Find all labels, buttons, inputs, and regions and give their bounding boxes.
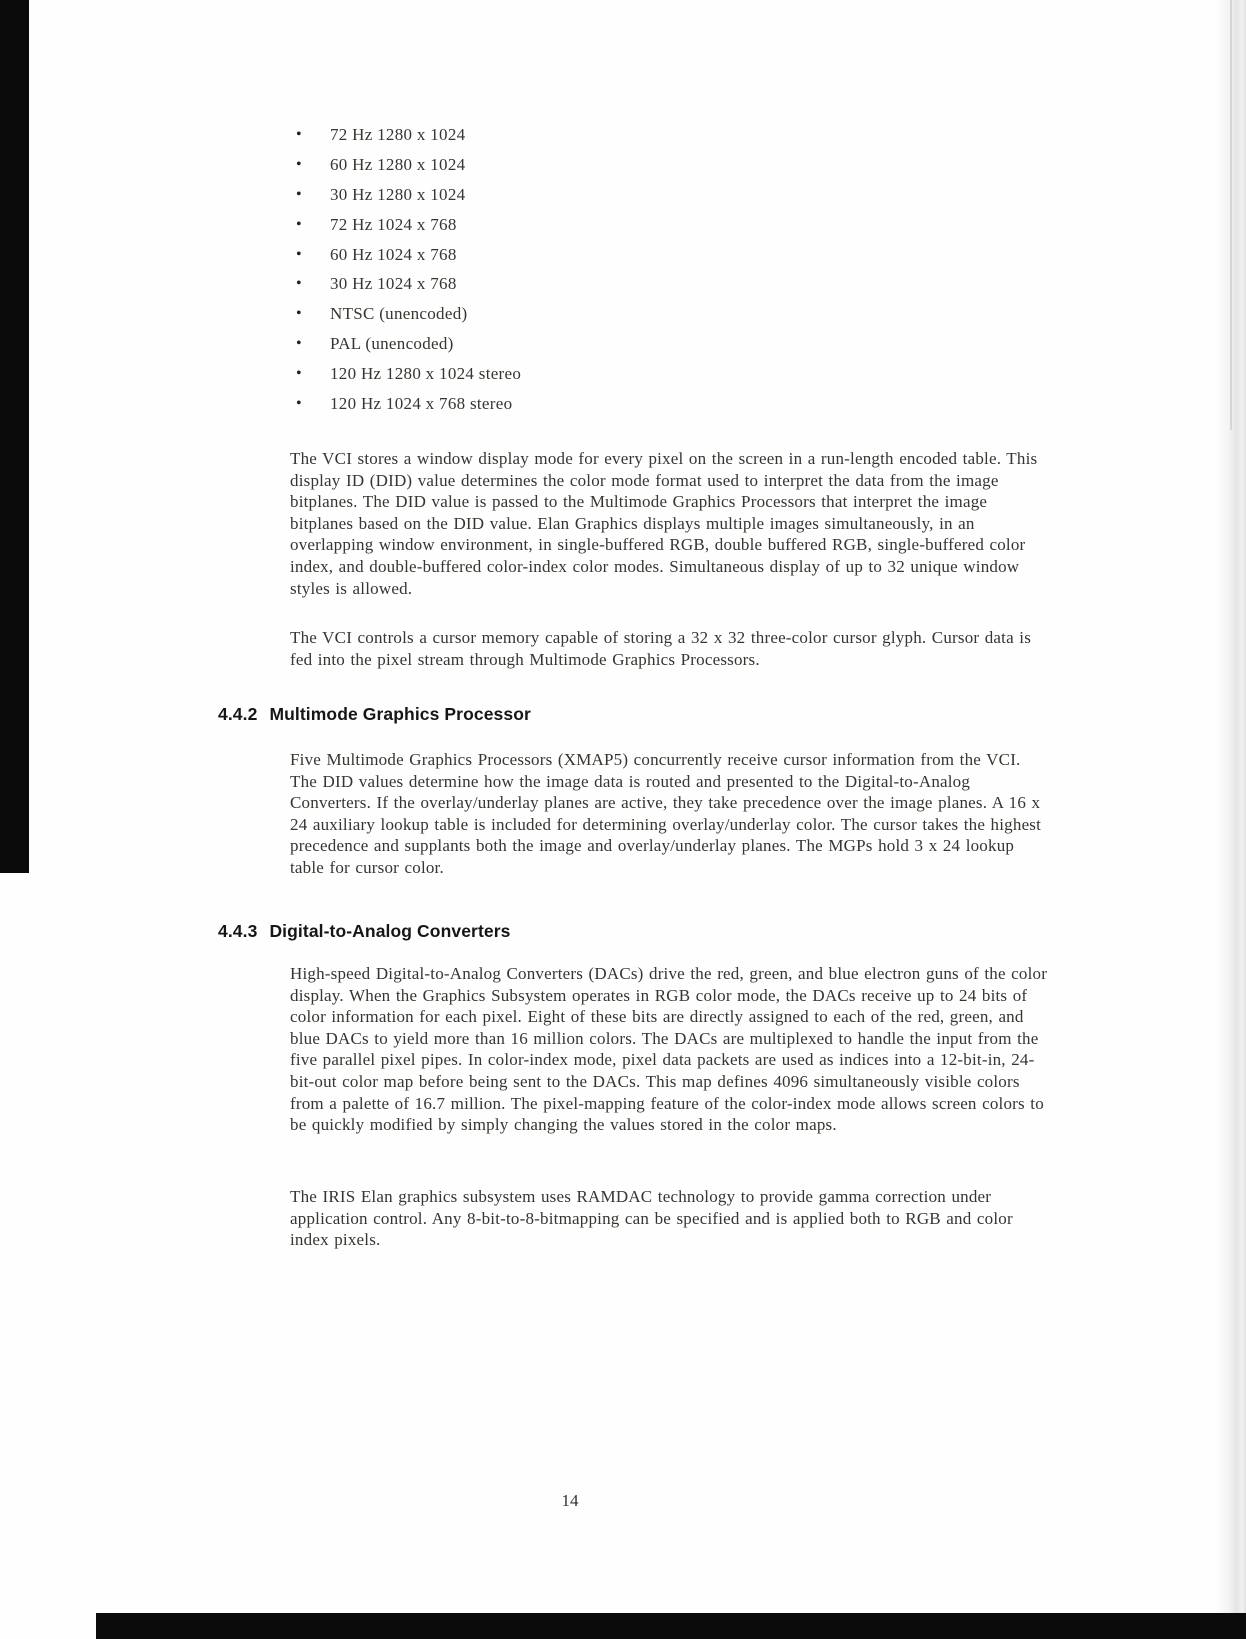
bullet-icon: • [296, 305, 302, 323]
list-item [296, 150, 521, 180]
list-item-text: 72 Hz 1024 x 768 [330, 214, 457, 234]
list-item-text: NTSC (unencoded) [330, 304, 468, 324]
section-heading-4-4-3 [218, 921, 510, 942]
list-item [296, 120, 521, 150]
list-item [296, 359, 521, 389]
bullet-icon: • [296, 125, 302, 143]
list-item-text: 72 Hz 1280 x 1024 [330, 124, 466, 144]
section-heading-4-4-2 [218, 704, 531, 725]
list-item-text: 30 Hz 1280 x 1024 [330, 184, 466, 204]
list-item-text: 30 Hz 1024 x 768 [330, 274, 457, 294]
list-item-text: PAL (unencoded) [330, 334, 454, 354]
list-item [296, 269, 521, 299]
bullet-icon: • [296, 365, 302, 383]
list-item-text: 60 Hz 1280 x 1024 [330, 154, 466, 174]
bullet-icon: • [296, 394, 302, 412]
list-item [296, 210, 521, 240]
list-item-text: 60 Hz 1024 x 768 [330, 244, 457, 264]
scan-edge-left-bar [0, 0, 29, 873]
paragraph-vci-display: The VCI stores a window display mode for every pixel on the screen in a run-length encoded table. This display ID (DID) value determines the color mode format used to interpret the data from the image bitplanes. The DID value is passed to the Multimode Graphics Processors that interpret the image bitplanes based on the DID value. Elan Graphics displays multiple images simultaneously, in an overlapping window environment, in single-buffered RGB, double buffered RGB, single-buffered color index, and double-buffered color-index color modes. Simultaneous display of up to 32 unique window styles is allowed. [290, 449, 1038, 598]
list-item [296, 180, 521, 210]
video-mode-list [296, 120, 521, 419]
bullet-icon: • [296, 185, 302, 203]
list-item [296, 389, 521, 419]
bullet-icon: • [296, 275, 302, 293]
list-item [296, 240, 521, 270]
section-number: 4.4.2 [218, 704, 258, 724]
list-item-text: 120 Hz 1280 x 1024 stereo [330, 364, 522, 384]
section-title: Digital-to-Analog Converters [269, 921, 511, 941]
paragraph-dac: High-speed Digital-to-Analog Converters (DACs) drive the red, green, and blue electron guns of the color display. When the Graphics Subsystem operates in RGB color mode, the DACs receive up to 24 bits of color information for each pixel. Eight of these bits are directly assigned to each of the red, green, and blue DACs to yield more than 16 million colors. The DACs are multiplexed to handle the input from the five parallel pixel pipes. In color-index mode, pixel data packets are used as indices into a 12-bit-in, 24-bit-out color map before being sent to the DACs. This map defines 4096 simultaneously visible colors from a palette of 16.7 million. The pixel-mapping feature of the color-index mode allows screen colors to be quickly modified by simply changing the values stored in the color maps. [290, 964, 1048, 1135]
bullet-icon: • [296, 215, 302, 233]
paragraph-ramdac: The IRIS Elan graphics subsystem uses RAMDAC technology to provide gamma correction under application control. Any 8-bit-to-8-bitmapping can be specified and is applied both to RGB and color index pixels. [290, 1187, 1013, 1250]
bullet-icon: • [296, 245, 302, 263]
list-item-text: 120 Hz 1024 x 768 stereo [330, 393, 513, 413]
list-item [296, 329, 521, 359]
page-number: 14 [561, 1491, 579, 1510]
paragraph-vci-cursor: The VCI controls a cursor memory capable of storing a 32 x 32 three-color cursor glyph. Cursor data is fed into the pixel stream through Multimode Graphics Processors. [290, 628, 1032, 669]
section-number: 4.4.3 [218, 921, 258, 941]
bullet-icon: • [296, 155, 302, 173]
section-title: Multimode Graphics Processor [269, 704, 531, 724]
list-item [296, 299, 521, 329]
bullet-icon: • [296, 335, 302, 353]
paragraph-mgp: Five Multimode Graphics Processors (XMAP5) concurrently receive cursor information from the VCI. The DID values determine how the image data is routed and presented to the Digital-to-Analog Converters. If the overlay/underlay planes are active, they take precedence over the image planes. A 16 x 24 auxiliary lookup table is included for determining overlay/underlay color. The cursor takes the highest precedence and supplants both the image and overlay/underlay planes. The MGPs hold 3 x 24 lookup table for cursor color. [290, 750, 1042, 877]
scan-edge-bottom-bar [96, 1613, 1246, 1639]
scan-edge-right-streak [1230, 0, 1232, 430]
